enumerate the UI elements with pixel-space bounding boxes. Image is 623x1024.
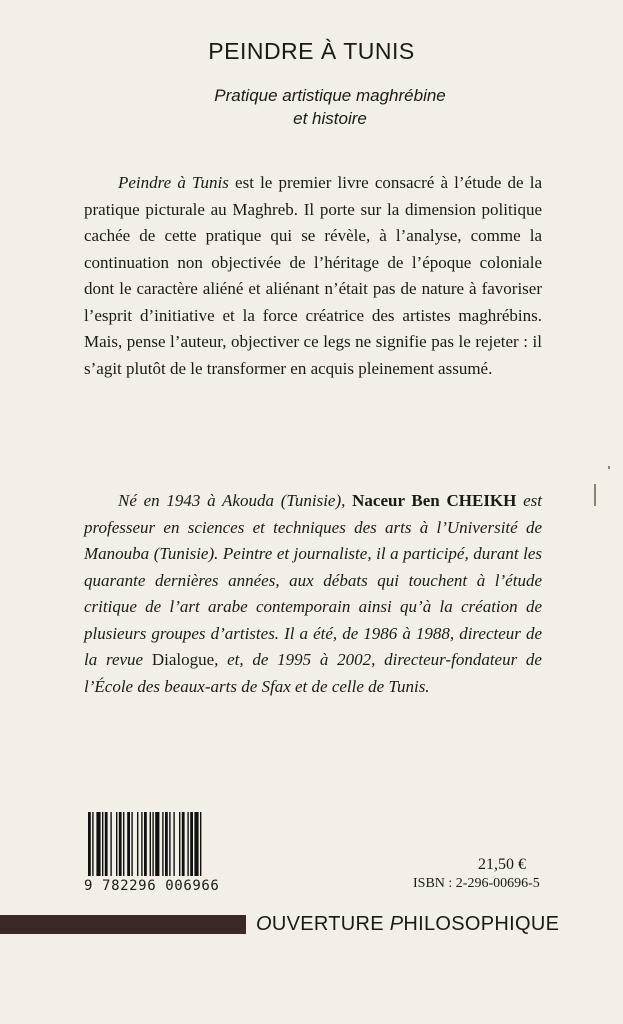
author-biography [84, 488, 542, 700]
description-text: est le premier livre consacré à l’étude de la pratique picturale au Maghreb. Il porte sur la dimension politique cachée de cette pratique qui se révèle, à l’analyse, comme la continuation non objectivée de l’héritage de l’époque coloniale dont le caractère aliéné et aliénant n’était pas de nature à favoriser l’esprit d’initiative et la force créatrice des artistes maghrébins. Mais, pense l’auteur, objectiver ce legs ne signifie pas le rejeter : il s’agit plutôt de le transformer en acquis pleinement assumé. [84, 173, 543, 378]
collection-initial-2: P [389, 913, 404, 935]
subtitle-line-2: et histoire [293, 109, 367, 128]
collection-word-2: HILOSOPHIQUE [403, 913, 560, 935]
collection-name [256, 913, 559, 936]
bio-text-1: Né en 1943 à Akouda (Tunisie), [118, 491, 353, 510]
barcode [84, 812, 244, 894]
description-paragraph [84, 170, 542, 382]
author-name: Naceur Ben CHEIKH [352, 491, 517, 510]
bio-text-3: , et, de 1995 à 2002, directeur-fondateur de l’École des beaux-arts de Sfax et de celle de Tunis. [84, 650, 542, 696]
book-subtitle [150, 84, 510, 130]
subtitle-line-1: Pratique artistique maghrébine [214, 86, 446, 105]
speck [608, 466, 610, 469]
book-title: PEINDRE À TUNIS [208, 38, 415, 64]
barcode-digits: 9 782296 006966 [84, 878, 220, 894]
isbn: ISBN : 2-296-00696-5 [413, 876, 540, 891]
edge-mark [594, 484, 596, 506]
collection-bar [0, 915, 246, 934]
barcode-bars [88, 812, 240, 876]
price: 21,50 € [478, 856, 526, 873]
description-book-title: Peindre à Tunis [118, 173, 229, 192]
book-description [84, 170, 542, 382]
biography-paragraph [84, 488, 542, 700]
bio-text-2: est professeur en sciences et techniques des arts à l’Université de Manouba (Tunisie). Peintre et journaliste, il a participé, durant les quarante dernières années, aux débats qui touchent à l’étude critique de l’art arabe contemporain ainsi qu’à la création de plusieurs groupes d’artistes. Il a été, de 1986 à 1988, directeur de la revue [84, 491, 543, 669]
collection-initial-1: O [256, 913, 272, 935]
collection-word-1: UVERTURE [271, 913, 390, 935]
revue-name: Dialogue [151, 650, 215, 669]
